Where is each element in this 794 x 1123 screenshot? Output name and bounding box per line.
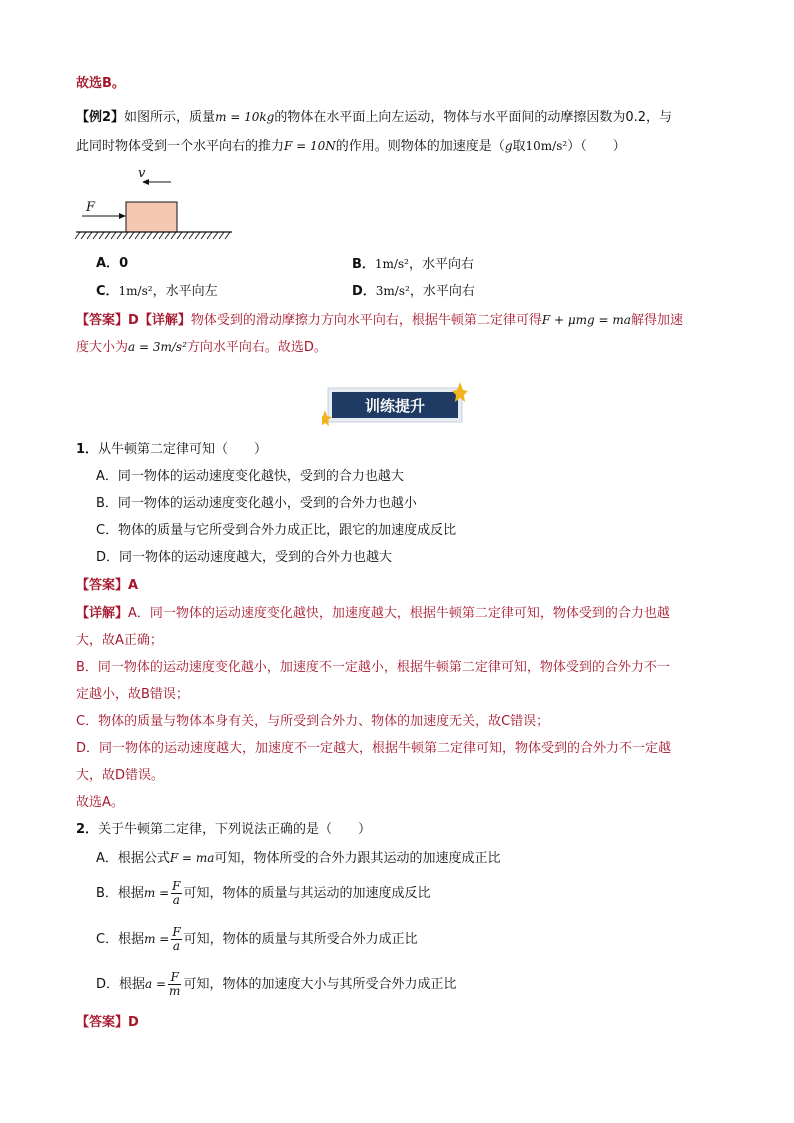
- q2-option-c-pre: C．根据: [96, 932, 145, 947]
- fraction-denominator: m: [169, 984, 181, 998]
- q1-answer: [76, 576, 138, 596]
- q2-option-b[interactable]: [96, 880, 431, 907]
- q1-option-c[interactable]: C．物体的质量与它所受到合外力成正比，跟它的加速度成反比: [96, 523, 457, 538]
- option-c-value: 1m/s²: [118, 284, 153, 298]
- ground-hatching: [75, 232, 230, 239]
- option-b-value: 1m/s²: [374, 257, 409, 271]
- example2-detail-c: 度大小为: [76, 340, 129, 355]
- option-c-text: ，水平向左: [152, 284, 218, 299]
- example2-detail-tag: 【详解】: [138, 313, 191, 328]
- q2-stem: [76, 820, 371, 840]
- q2-option-a-formula: F = ma: [169, 851, 215, 865]
- example2-force-expr: F = 10N: [284, 139, 336, 153]
- example2-line1: [76, 107, 672, 128]
- option-a-text: 0: [119, 256, 129, 271]
- example2-detail-d: 方向水平向右。故选D。: [186, 340, 327, 355]
- option-b-text: ，水平向右: [408, 257, 474, 272]
- option-c-letter: C．: [96, 284, 119, 299]
- q1-answer-tag: 【答案】: [76, 578, 129, 593]
- q2-option-b-pre: B．根据: [96, 886, 144, 901]
- option-a-letter: A．: [96, 256, 120, 271]
- fraction-numerator: F: [172, 925, 181, 939]
- block-on-ground-figure: [74, 165, 236, 243]
- q2-option-d-lhs: a =: [145, 977, 167, 991]
- q2-option-c[interactable]: [96, 926, 418, 953]
- q2-option-b-post: 可知，物体的质量与其运动的加速度成反比: [183, 886, 431, 901]
- q1-detail-a1-text: A．同一物体的运动速度变化越快，加速度越大，根据牛顿第二定律可知，物体受到的合力也越: [128, 606, 670, 621]
- example2-tag: 【例2】: [76, 110, 125, 125]
- fraction-denominator: a: [172, 893, 180, 907]
- banner-title: 训练提升: [364, 397, 426, 415]
- example2-line2: [76, 136, 626, 157]
- q1-option-b[interactable]: B．同一物体的运动速度变化越小，受到的合外力也越小: [96, 496, 417, 511]
- example2-text-e: ）（ ）: [567, 139, 626, 154]
- example2-g-value: 10m/s²: [525, 139, 568, 153]
- q2-option-d[interactable]: [96, 971, 456, 998]
- option-d-value: 3m/s²: [375, 284, 410, 298]
- example2-detail-a: 物体受到的滑动摩擦力方向水平向右，根据牛顿第二定律可得: [190, 313, 542, 328]
- example2-answer-line1: [76, 310, 683, 331]
- option-d-letter: D．: [352, 284, 376, 299]
- fraction-denominator: a: [172, 939, 181, 953]
- q1-option-a[interactable]: A．同一物体的运动速度变化越快，受到的合力也越大: [96, 469, 404, 484]
- q1-option-d[interactable]: D．同一物体的运动速度越大，受到的合外力也越大: [96, 550, 393, 565]
- q1-stem: [76, 440, 267, 460]
- q2-option-d-pre: D．根据: [96, 977, 146, 992]
- example2-detail-b: 解得加速: [630, 313, 683, 328]
- option-d-text: ，水平向右: [409, 284, 475, 299]
- example2-option-b[interactable]: [352, 254, 474, 275]
- force-arrowhead: [119, 213, 126, 219]
- q1-detail-a1: [76, 604, 670, 624]
- option-b-letter: B．: [352, 257, 375, 272]
- example2-option-c[interactable]: [96, 281, 218, 302]
- example2-text-d: 的作用。则物体的加速度是（: [335, 139, 505, 154]
- example2-answer-letter: D: [128, 313, 139, 328]
- q2-answer-letter: D: [128, 1015, 139, 1030]
- q1-answer-letter: A: [128, 578, 139, 593]
- q1-detail-tag: 【详解】: [76, 606, 129, 621]
- q1-detail-b1: B．同一物体的运动速度变化越小，加速度不一定越小，根据牛顿第二定律可知，物体受到的合外力不一: [76, 660, 670, 675]
- force-label: F: [86, 200, 96, 215]
- prev-conclusion: 故选B。: [76, 76, 125, 91]
- example2-g-take: 取: [512, 139, 526, 154]
- q2-option-d-post: 可知，物体的加速度大小与其所受合外力成正比: [183, 977, 457, 992]
- q1-stem-text: 从牛顿第二定律可知（ ）: [98, 442, 268, 457]
- example2-g-label: g: [504, 139, 513, 153]
- example2-text-a: 如图所示，质量: [124, 110, 216, 125]
- q1-detail-a2: 大，故A正确；: [76, 633, 163, 648]
- q1-detail-b2: 定越小，故B错误；: [76, 687, 189, 702]
- example2-detail-result: a = 3m/s²: [128, 340, 187, 354]
- example2-answer-line2: [76, 337, 327, 358]
- q2-option-a-post: 可知，物体所受的合外力跟其运动的加速度成正比: [214, 851, 501, 866]
- q2-option-a-pre: A．根据公式: [96, 851, 170, 866]
- q2-option-c-post: 可知，物体的质量与其所受合外力成正比: [183, 932, 418, 947]
- fraction-numerator: F: [172, 879, 181, 893]
- q2-option-c-fraction: [171, 926, 181, 953]
- q2-option-b-lhs: m =: [143, 886, 170, 900]
- q1-detail-c: C．物体的质量与物体本身有关，与所受到合外力、物体的加速度无关，故C错误；: [76, 714, 550, 729]
- q1-detail-d1: D．同一物体的运动速度越大，加速度不一定越大，根据牛顿第二定律可知，物体受到的合外力不一定越: [76, 741, 672, 756]
- example2-option-a[interactable]: [96, 254, 128, 274]
- fraction-numerator: F: [168, 971, 181, 985]
- q2-option-d-fraction: [168, 971, 181, 998]
- example2-mass-expr: m = 10kg: [215, 110, 275, 124]
- example2-text-b: 的物体在水平面上向左运动，物体与水平面间的动摩擦因数为0.2，与: [274, 110, 673, 125]
- velocity-label: v: [138, 166, 146, 181]
- q1-detail-d2: 大，故D错误。: [76, 768, 165, 783]
- q1-number: 1．: [76, 442, 99, 457]
- q2-option-c-lhs: m =: [144, 932, 170, 946]
- example2-text-c: 此同时物体受到一个水平向右的推力: [76, 139, 285, 154]
- example2-option-d[interactable]: [352, 281, 475, 302]
- training-banner: [322, 382, 468, 426]
- q2-answer-tag: 【答案】: [76, 1015, 129, 1030]
- example2-answer-tag: 【答案】: [76, 313, 129, 328]
- q2-number: 2．: [76, 822, 99, 837]
- block: [126, 202, 177, 232]
- q2-option-a[interactable]: [96, 848, 500, 869]
- q2-option-b-fraction: [171, 880, 181, 907]
- q2-answer: [76, 1013, 139, 1033]
- q1-conclusion: 故选A。: [76, 795, 124, 810]
- q2-stem-text: 关于牛顿第二定律，下列说法正确的是（ ）: [98, 822, 372, 837]
- example2-detail-formula: F + μmg = ma: [541, 313, 631, 327]
